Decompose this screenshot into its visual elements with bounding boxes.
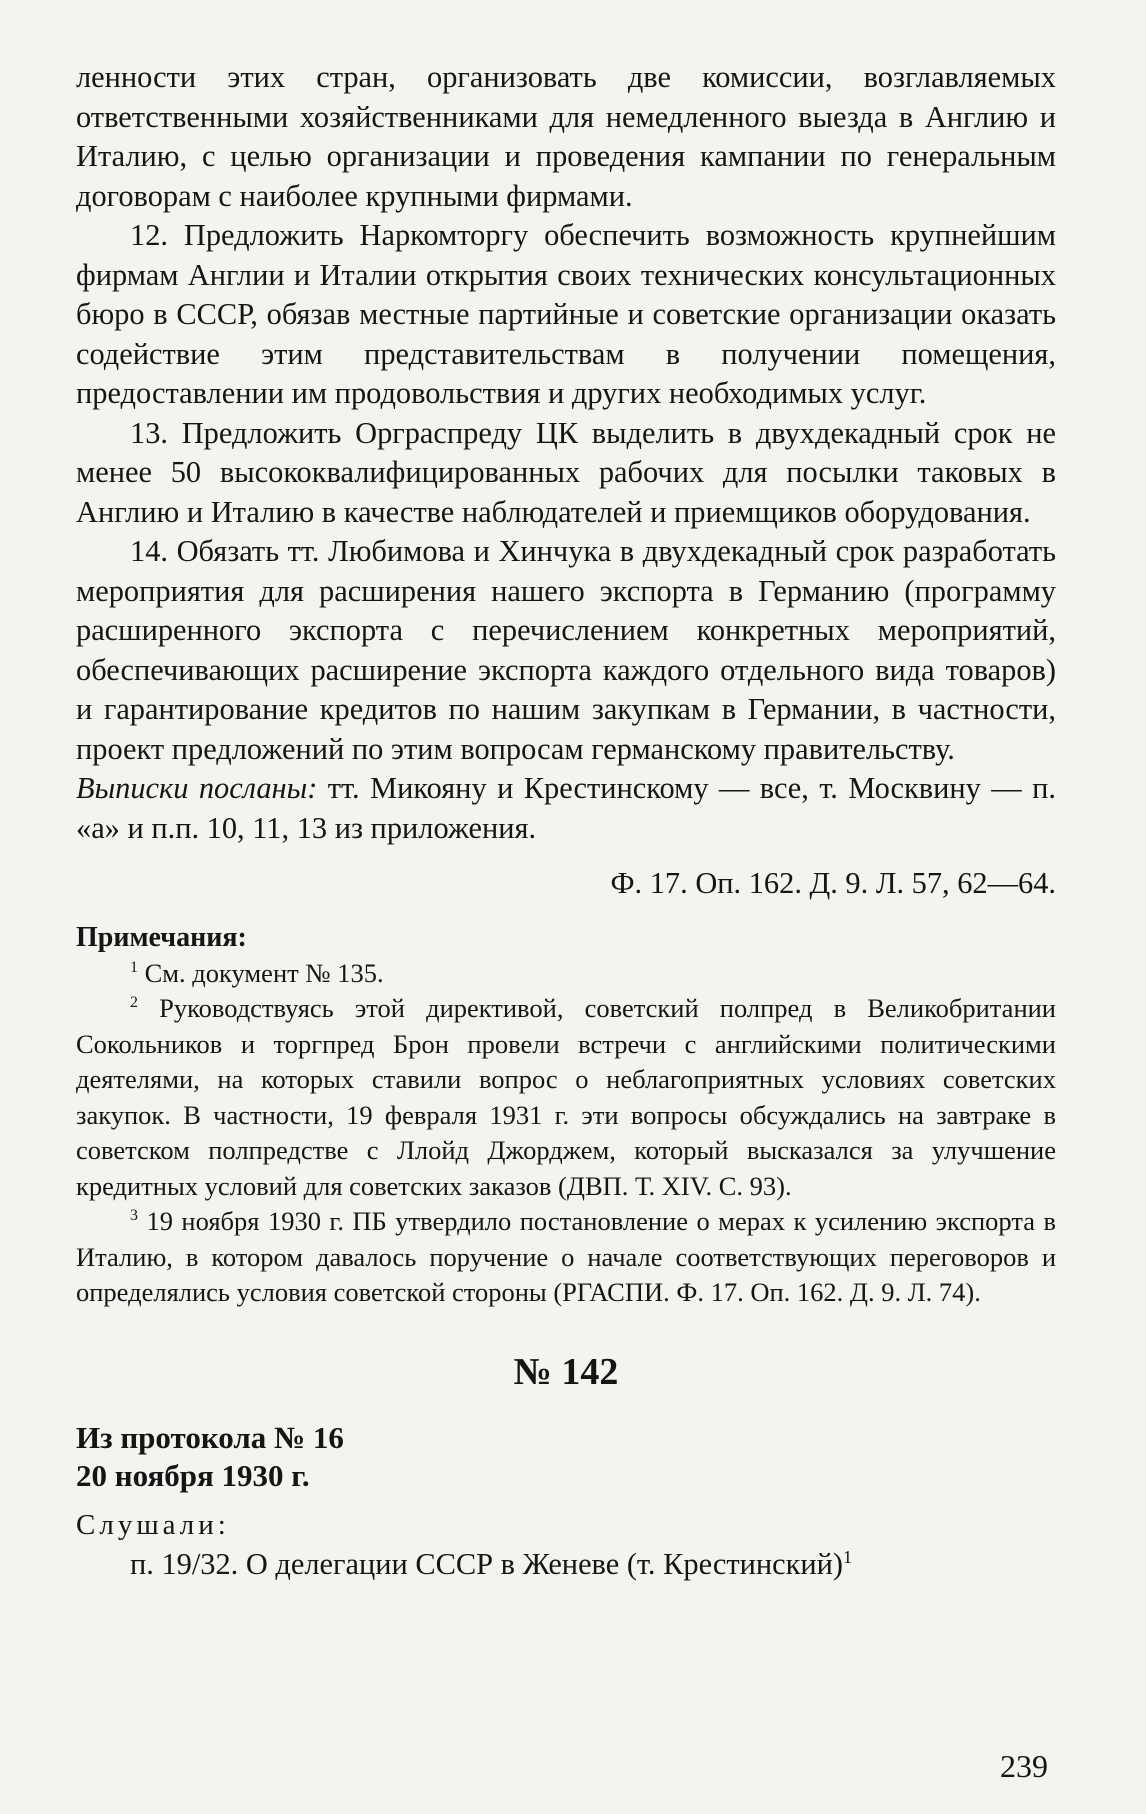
note-3 — [76, 1204, 1056, 1311]
extracts-label: Выписки посланы: — [76, 771, 318, 805]
note-1 — [76, 956, 1056, 992]
agenda-note-marker: 1 — [843, 1546, 853, 1567]
note-marker: 1 — [130, 958, 138, 976]
paragraph-item-14: 14. Обязать тт. Любимова и Хинчука в двухдекадный срок разработать мероприятия для расширения нашего экспорта в Германию (программу расширенного экспорта с перечислением конкретных мероприятий, обеспечивающих расширение экспорта каждого отдельного вида товаров) и гарантирование кредитов по нашим закупкам в Германии, в частности, проект предложений по этим вопросам германскому правительству. — [76, 534, 1056, 766]
page-content — [76, 58, 1056, 1584]
extracts-sent — [76, 769, 1056, 848]
agenda-item-text: п. 19/32. О делегации СССР в Женеве (т. Крестинский) — [130, 1546, 844, 1581]
protocol-line-1: Из протокола № 16 — [76, 1419, 344, 1455]
note-text: См. документ № 135. — [137, 957, 384, 988]
heard-label: Слушали: — [76, 1508, 230, 1541]
note-marker: 3 — [130, 1207, 138, 1225]
paragraph-item-12: 12. Предложить Наркомторгу обеспечить возможность крупнейшим фирмам Англии и Италии открытия своих технических консультационных бюро в СССР, обязав местные партийные и советские организации оказать содействие этим представительствам в получении помещения, предоставлении им продовольствия и других необходимых услуг. — [76, 218, 1056, 410]
note-text: Руководствуясь этой директивой, советский полпред в Великобритании Сокольников и торгпред Брон провели встречи с английскими политическими деятелями, на которых ставили вопрос о неблагоприятных условиях советских закупок. В частности, 19 февраля 1931 г. эти вопросы обсуждались на завтраке в советском полпредстве с Ллойд Джорджем, который высказался за улучшение кредитных условий для советских заказов (ДВП. Т. XIV. С. 93). — [76, 993, 1056, 1201]
note-2 — [76, 991, 1056, 1204]
extracts-text: тт. Микояну и Крестинскому — все, т. Москвину — п. «а» и п.п. 10, 11, 13 из приложения. — [76, 771, 1056, 845]
note-marker: 2 — [130, 994, 138, 1012]
note-text: 19 ноября 1930 г. ПБ утвердило постановление о мерах к усилению экспорта в Италию, в котором давалось поручение о начале соответствующих переговоров и определялись условия советской стороны (РГАСПИ. Ф. 17. Оп. 162. Д. 9. Л. 74). — [76, 1206, 1056, 1307]
agenda-item — [76, 1545, 1056, 1585]
archive-reference: Ф. 17. Оп. 162. Д. 9. Л. 57, 62—64. — [610, 866, 1056, 900]
page-number: 239 — [1000, 1748, 1048, 1784]
paragraph-item-13: 13. Предложить Орграспреду ЦК выделить в двухдекадный срок не менее 50 высококвалифицированных рабочих для посылки таковых в Англию и Италию в качестве наблюдателей и приемщиков оборудования. — [76, 415, 1056, 529]
notes-heading: Примечания: — [76, 921, 247, 953]
document-number: № 142 — [513, 1350, 619, 1393]
paragraph-continuation: ленности этих стран, организовать две комиссии, возглавляемых ответственными хозяйственниками для немедленного выезда в Англию и Италию, с целью организации и проведения кампании по генеральным договорам с наиболее крупными фирмами. — [76, 60, 1056, 213]
protocol-title — [76, 1419, 1056, 1495]
protocol-date: 20 ноября 1930 г. — [76, 1457, 310, 1493]
